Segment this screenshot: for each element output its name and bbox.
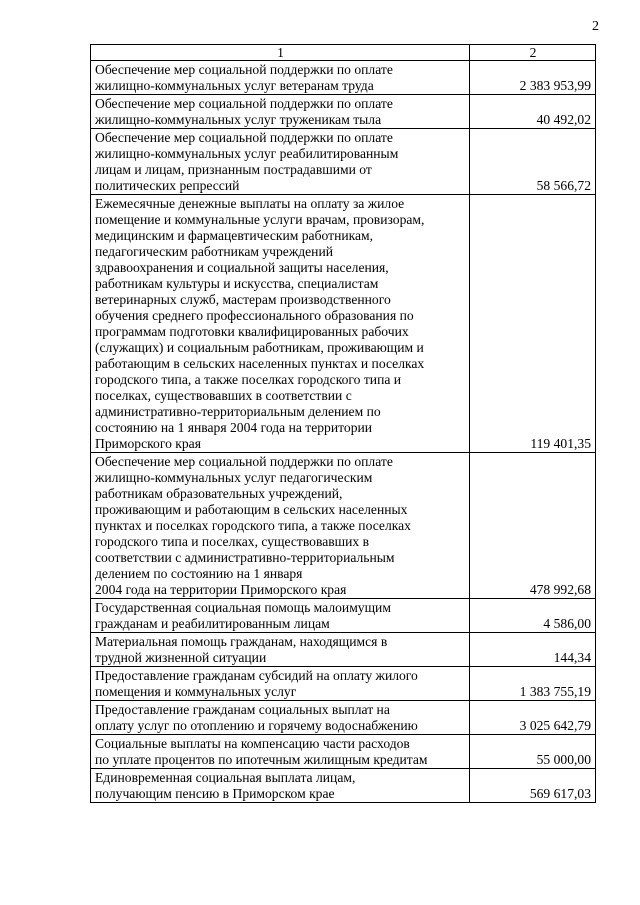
row-amount: 144,34	[470, 633, 596, 667]
table-row	[91, 599, 596, 633]
row-description	[91, 129, 470, 195]
column-header-amount: 2	[470, 45, 596, 61]
row-description	[91, 735, 470, 769]
description-line: 2004 года на территории Приморского края	[95, 582, 347, 597]
description-line: медицинским и фармацевтическим работникам,	[95, 228, 374, 243]
row-description	[91, 667, 470, 701]
description-line: Материальная помощь гражданам, находящимся в	[95, 634, 388, 649]
description-line: соответствии с административно-территориальным	[95, 550, 395, 565]
description-line: Обеспечение мер социальной поддержки по оплате	[95, 454, 393, 469]
table-row	[91, 95, 596, 129]
row-amount: 119 401,35	[470, 195, 596, 453]
description-line: политических репрессий	[95, 178, 240, 193]
description-line: Предоставление гражданам социальных выплат на	[95, 702, 390, 717]
description-line: Обеспечение мер социальной поддержки по оплате	[95, 96, 393, 111]
description-line: педагогическим работникам учреждений	[95, 244, 334, 259]
row-amount: 40 492,02	[470, 95, 596, 129]
table-row	[91, 195, 596, 453]
column-header-description: 1	[91, 45, 470, 61]
table-row	[91, 667, 596, 701]
table-body	[91, 61, 596, 803]
row-description	[91, 769, 470, 803]
table-row	[91, 769, 596, 803]
description-line: Социальные выплаты на компенсацию части расходов	[95, 736, 410, 751]
description-line: городского типа и поселках, существовавших в	[95, 534, 370, 549]
description-line: административно-территориальным делением по	[95, 404, 381, 419]
description-line: проживающим и работающим в сельских населенных	[95, 502, 408, 517]
row-amount: 55 000,00	[470, 735, 596, 769]
description-line: оплату услуг по отоплению и горячему водоснабжению	[95, 718, 418, 733]
table-row	[91, 61, 596, 95]
description-line: делением по состоянию на 1 января	[95, 566, 303, 581]
row-description	[91, 95, 470, 129]
row-description	[91, 195, 470, 453]
description-line: ветеринарных служб, мастерам производственного	[95, 292, 391, 307]
description-line: трудной жизненной ситуации	[95, 650, 267, 665]
description-line: Предоставление гражданам субсидий на оплату жилого	[95, 668, 418, 683]
row-amount: 3 025 642,79	[470, 701, 596, 735]
row-description	[91, 453, 470, 599]
description-line: Единовременная социальная выплата лицам,	[95, 770, 356, 785]
description-line: Государственная социальная помощь малоимущим	[95, 600, 391, 615]
table-row	[91, 129, 596, 195]
description-line: по уплате процентов по ипотечным жилищным кредитам	[95, 752, 428, 767]
description-line: жилищно-коммунальных услуг труженикам тыла	[95, 112, 382, 127]
table-header-row	[91, 45, 596, 61]
row-amount: 58 566,72	[470, 129, 596, 195]
description-line: жилищно-коммунальных услуг ветеранам труда	[95, 78, 374, 93]
table-row	[91, 633, 596, 667]
description-line: помещения и коммунальных услуг	[95, 684, 297, 699]
table-header	[91, 45, 596, 61]
description-line: гражданам и реабилитированным лицам	[95, 616, 330, 631]
description-line: программам подготовки квалифицированных рабочих	[95, 324, 409, 339]
row-amount: 2 383 953,99	[470, 61, 596, 95]
row-amount: 4 586,00	[470, 599, 596, 633]
page-number: 2	[592, 19, 599, 34]
description-line: обучения среднего профессионального образования по	[95, 308, 414, 323]
row-description	[91, 701, 470, 735]
description-line: работникам образовательных учреждений,	[95, 486, 343, 501]
row-description	[91, 633, 470, 667]
description-line: Обеспечение мер социальной поддержки по оплате	[95, 130, 393, 145]
table-row	[91, 735, 596, 769]
row-amount: 1 383 755,19	[470, 667, 596, 701]
description-line: получающим пенсию в Приморском крае	[95, 786, 335, 801]
description-line: пунктах и поселках городского типа, а также поселках	[95, 518, 411, 533]
description-line: помещение и коммунальные услуги врачам, провизорам,	[95, 212, 425, 227]
description-line: работающим в сельских населенных пунктах и поселках	[95, 356, 425, 371]
row-description	[91, 599, 470, 633]
description-line: лицам и лицам, признанным пострадавшими от	[95, 162, 372, 177]
description-line: Ежемесячные денежные выплаты на оплату за жилое	[95, 196, 405, 211]
expenditure-table	[90, 44, 596, 803]
description-line: поселках, существовавших в соответствии с	[95, 388, 352, 403]
description-line: жилищно-коммунальных услуг реабилитированным	[95, 146, 399, 161]
description-line: жилищно-коммунальных услуг педагогическим	[95, 470, 373, 485]
table-row	[91, 453, 596, 599]
description-line: городского типа, а также поселках городского типа и	[95, 372, 402, 387]
description-line: Приморского края	[95, 436, 201, 451]
description-line: здравоохранения и социальной защиты населения,	[95, 260, 389, 275]
row-amount: 478 992,68	[470, 453, 596, 599]
row-amount: 569 617,03	[470, 769, 596, 803]
description-line: состоянию на 1 января 2004 года на территории	[95, 420, 373, 435]
row-description	[91, 61, 470, 95]
description-line: Обеспечение мер социальной поддержки по оплате	[95, 62, 393, 77]
description-line: работникам культуры и искусства, специалистам	[95, 276, 379, 291]
description-line: (служащих) и социальным работникам, проживающим и	[95, 340, 424, 355]
table-row	[91, 701, 596, 735]
